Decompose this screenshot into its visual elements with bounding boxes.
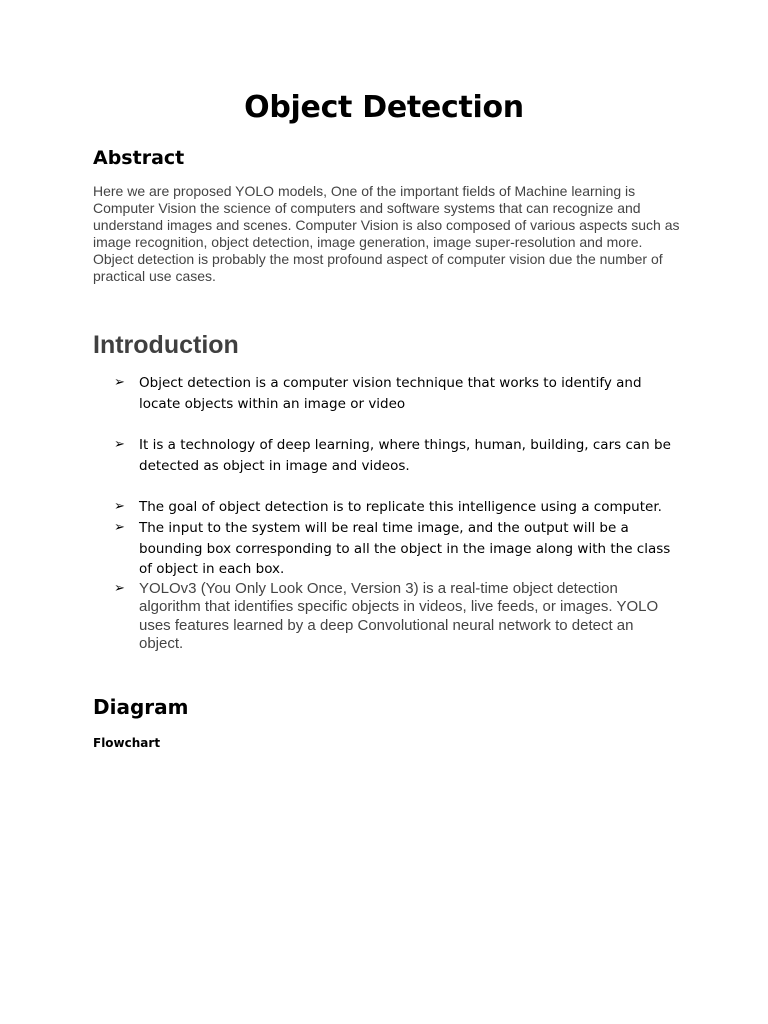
bullet-text: The input to the system will be real time image, and the output will be a bounding box corresponding to all the object in the image along with the class of object in each box. bbox=[139, 520, 671, 577]
arrow-bullet-icon: ➢ bbox=[114, 499, 125, 514]
document-title: Object Detection bbox=[244, 90, 524, 125]
arrow-bullet-icon: ➢ bbox=[114, 375, 125, 390]
bullet-text: It is a technology of deep learning, where things, human, building, cars can be detected as object in image and videos. bbox=[139, 437, 671, 474]
abstract-heading: Abstract bbox=[93, 147, 185, 169]
bullet-text: Object detection is a computer vision technique that works to identify and locate objects within an image or video bbox=[139, 375, 642, 412]
bullet-text: The goal of object detection is to replicate this intelligence using a computer. bbox=[139, 499, 662, 515]
diagram-heading: Diagram bbox=[93, 695, 189, 719]
arrow-bullet-icon: ➢ bbox=[114, 520, 125, 535]
arrow-bullet-icon: ➢ bbox=[114, 581, 125, 596]
abstract-paragraph: Here we are proposed YOLO models, One of the important fields of Machine learning is Computer Vision the science of computers and software systems that can recognize and understand images and scenes. Computer Vision is also composed of various aspects such as image recognition, object detection, image generation, image super-resolution and more. Object detection is probably the most profound aspect of computer vision due the number of practical use cases. bbox=[93, 183, 680, 284]
introduction-heading: Introduction bbox=[93, 331, 239, 359]
arrow-bullet-icon: ➢ bbox=[114, 437, 125, 452]
flowchart-subheading: Flowchart bbox=[93, 736, 161, 750]
bullet-text: YOLOv3 (You Only Look Once, Version 3) is a real-time object detection algorithm that identifies specific objects in videos, live feeds, or images. YOLO uses features learned by a deep Convolutional neural network to detect an object. bbox=[139, 580, 659, 652]
